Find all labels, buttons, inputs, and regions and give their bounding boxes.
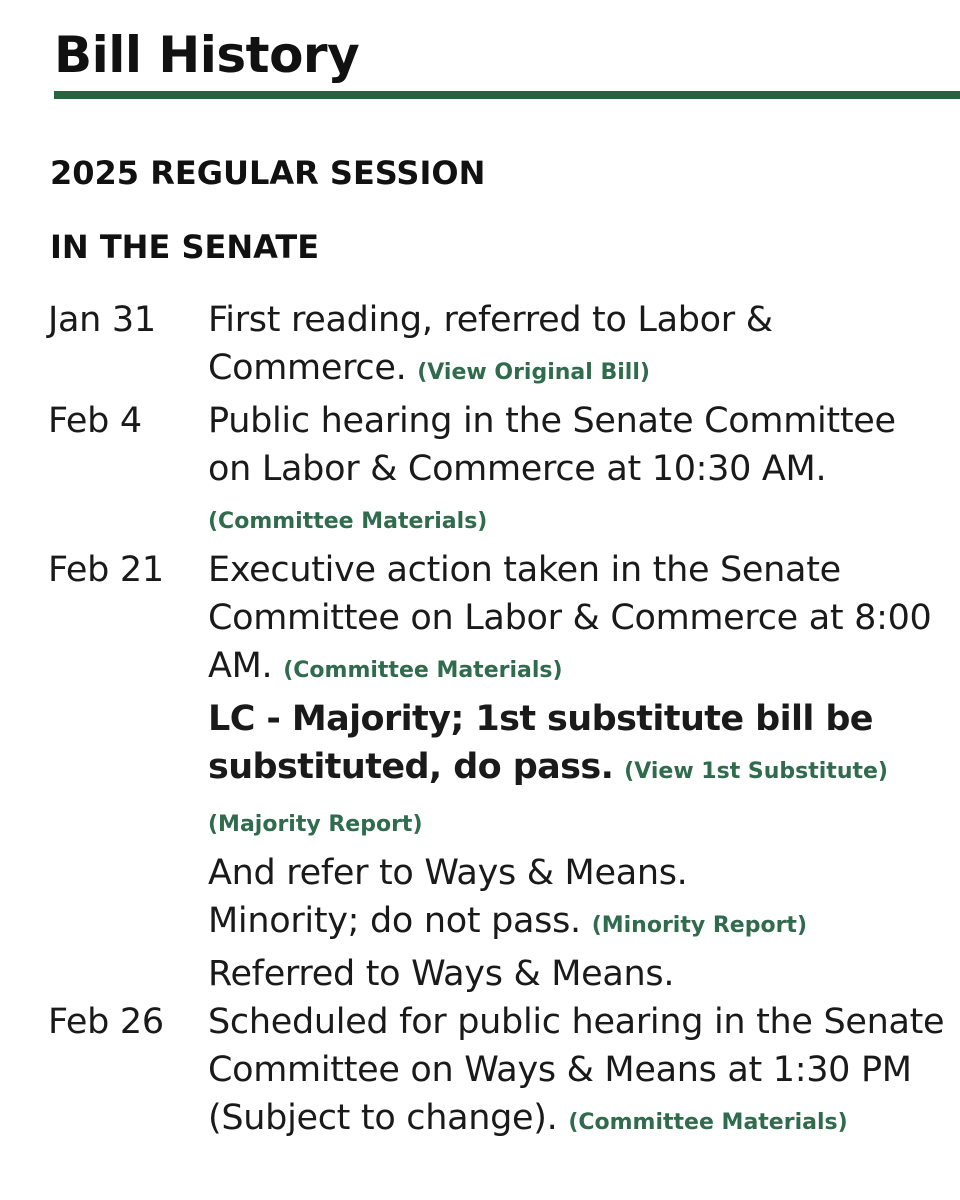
- entry-text: Executive action taken in the Senate Committee on Labor & Commerce at 8:00 AM.: [208, 550, 932, 686]
- title-divider: [54, 91, 960, 99]
- majority-report-link[interactable]: (Majority Report): [208, 812, 423, 837]
- entry-text: First reading, referred to Labor & Commerce.: [208, 300, 773, 388]
- page-title: Bill History: [54, 26, 360, 84]
- majority-recommendation: LC - Majority; 1st substitute bill be substituted, do pass.: [208, 699, 873, 787]
- committee-materials-link[interactable]: (Committee Materials): [568, 1110, 848, 1135]
- entry-text-paragraph: [208, 397, 948, 546]
- entry-text: Scheduled for public hearing in the Senate Committee on Ways & Means at 1:30 PM (Subject to change).: [208, 1002, 945, 1138]
- entry-date: Feb 26: [48, 1002, 164, 1042]
- bill-history-list: [48, 296, 948, 1147]
- entry-body: [208, 397, 948, 546]
- entry-text-paragraph: [208, 546, 948, 695]
- entry-date: Jan 31: [48, 300, 156, 340]
- minority-paragraph: [208, 897, 948, 950]
- history-entry: [48, 546, 948, 998]
- entry-text-paragraph: [208, 998, 948, 1147]
- session-heading: 2025 REGULAR SESSION: [50, 154, 486, 192]
- entry-body: [208, 296, 948, 397]
- entry-text-paragraph: [208, 296, 948, 397]
- entry-text: Public hearing in the Senate Committee on Labor & Commerce at 10:30 AM.: [208, 401, 896, 489]
- committee-materials-link[interactable]: (Committee Materials): [208, 509, 488, 534]
- minority-text: Minority; do not pass.: [208, 901, 581, 941]
- entry-date: Feb 4: [48, 401, 142, 441]
- history-entry: [48, 998, 948, 1147]
- view-1st-substitute-link[interactable]: (View 1st Substitute): [624, 759, 888, 784]
- entry-body: [208, 998, 948, 1147]
- minority-report-link[interactable]: (Minority Report): [591, 913, 808, 938]
- chamber-heading: IN THE SENATE: [50, 228, 320, 266]
- view-original-bill-link[interactable]: (View Original Bill): [417, 360, 650, 385]
- referred-text: Referred to Ways & Means.: [208, 954, 675, 994]
- history-entry: [48, 397, 948, 546]
- history-entry: [48, 296, 948, 397]
- entry-date: Feb 21: [48, 550, 164, 590]
- committee-report-paragraph: [208, 695, 948, 849]
- refer-text: And refer to Ways & Means.: [208, 853, 688, 893]
- entry-body: [208, 546, 948, 998]
- committee-materials-link[interactable]: (Committee Materials): [283, 658, 563, 683]
